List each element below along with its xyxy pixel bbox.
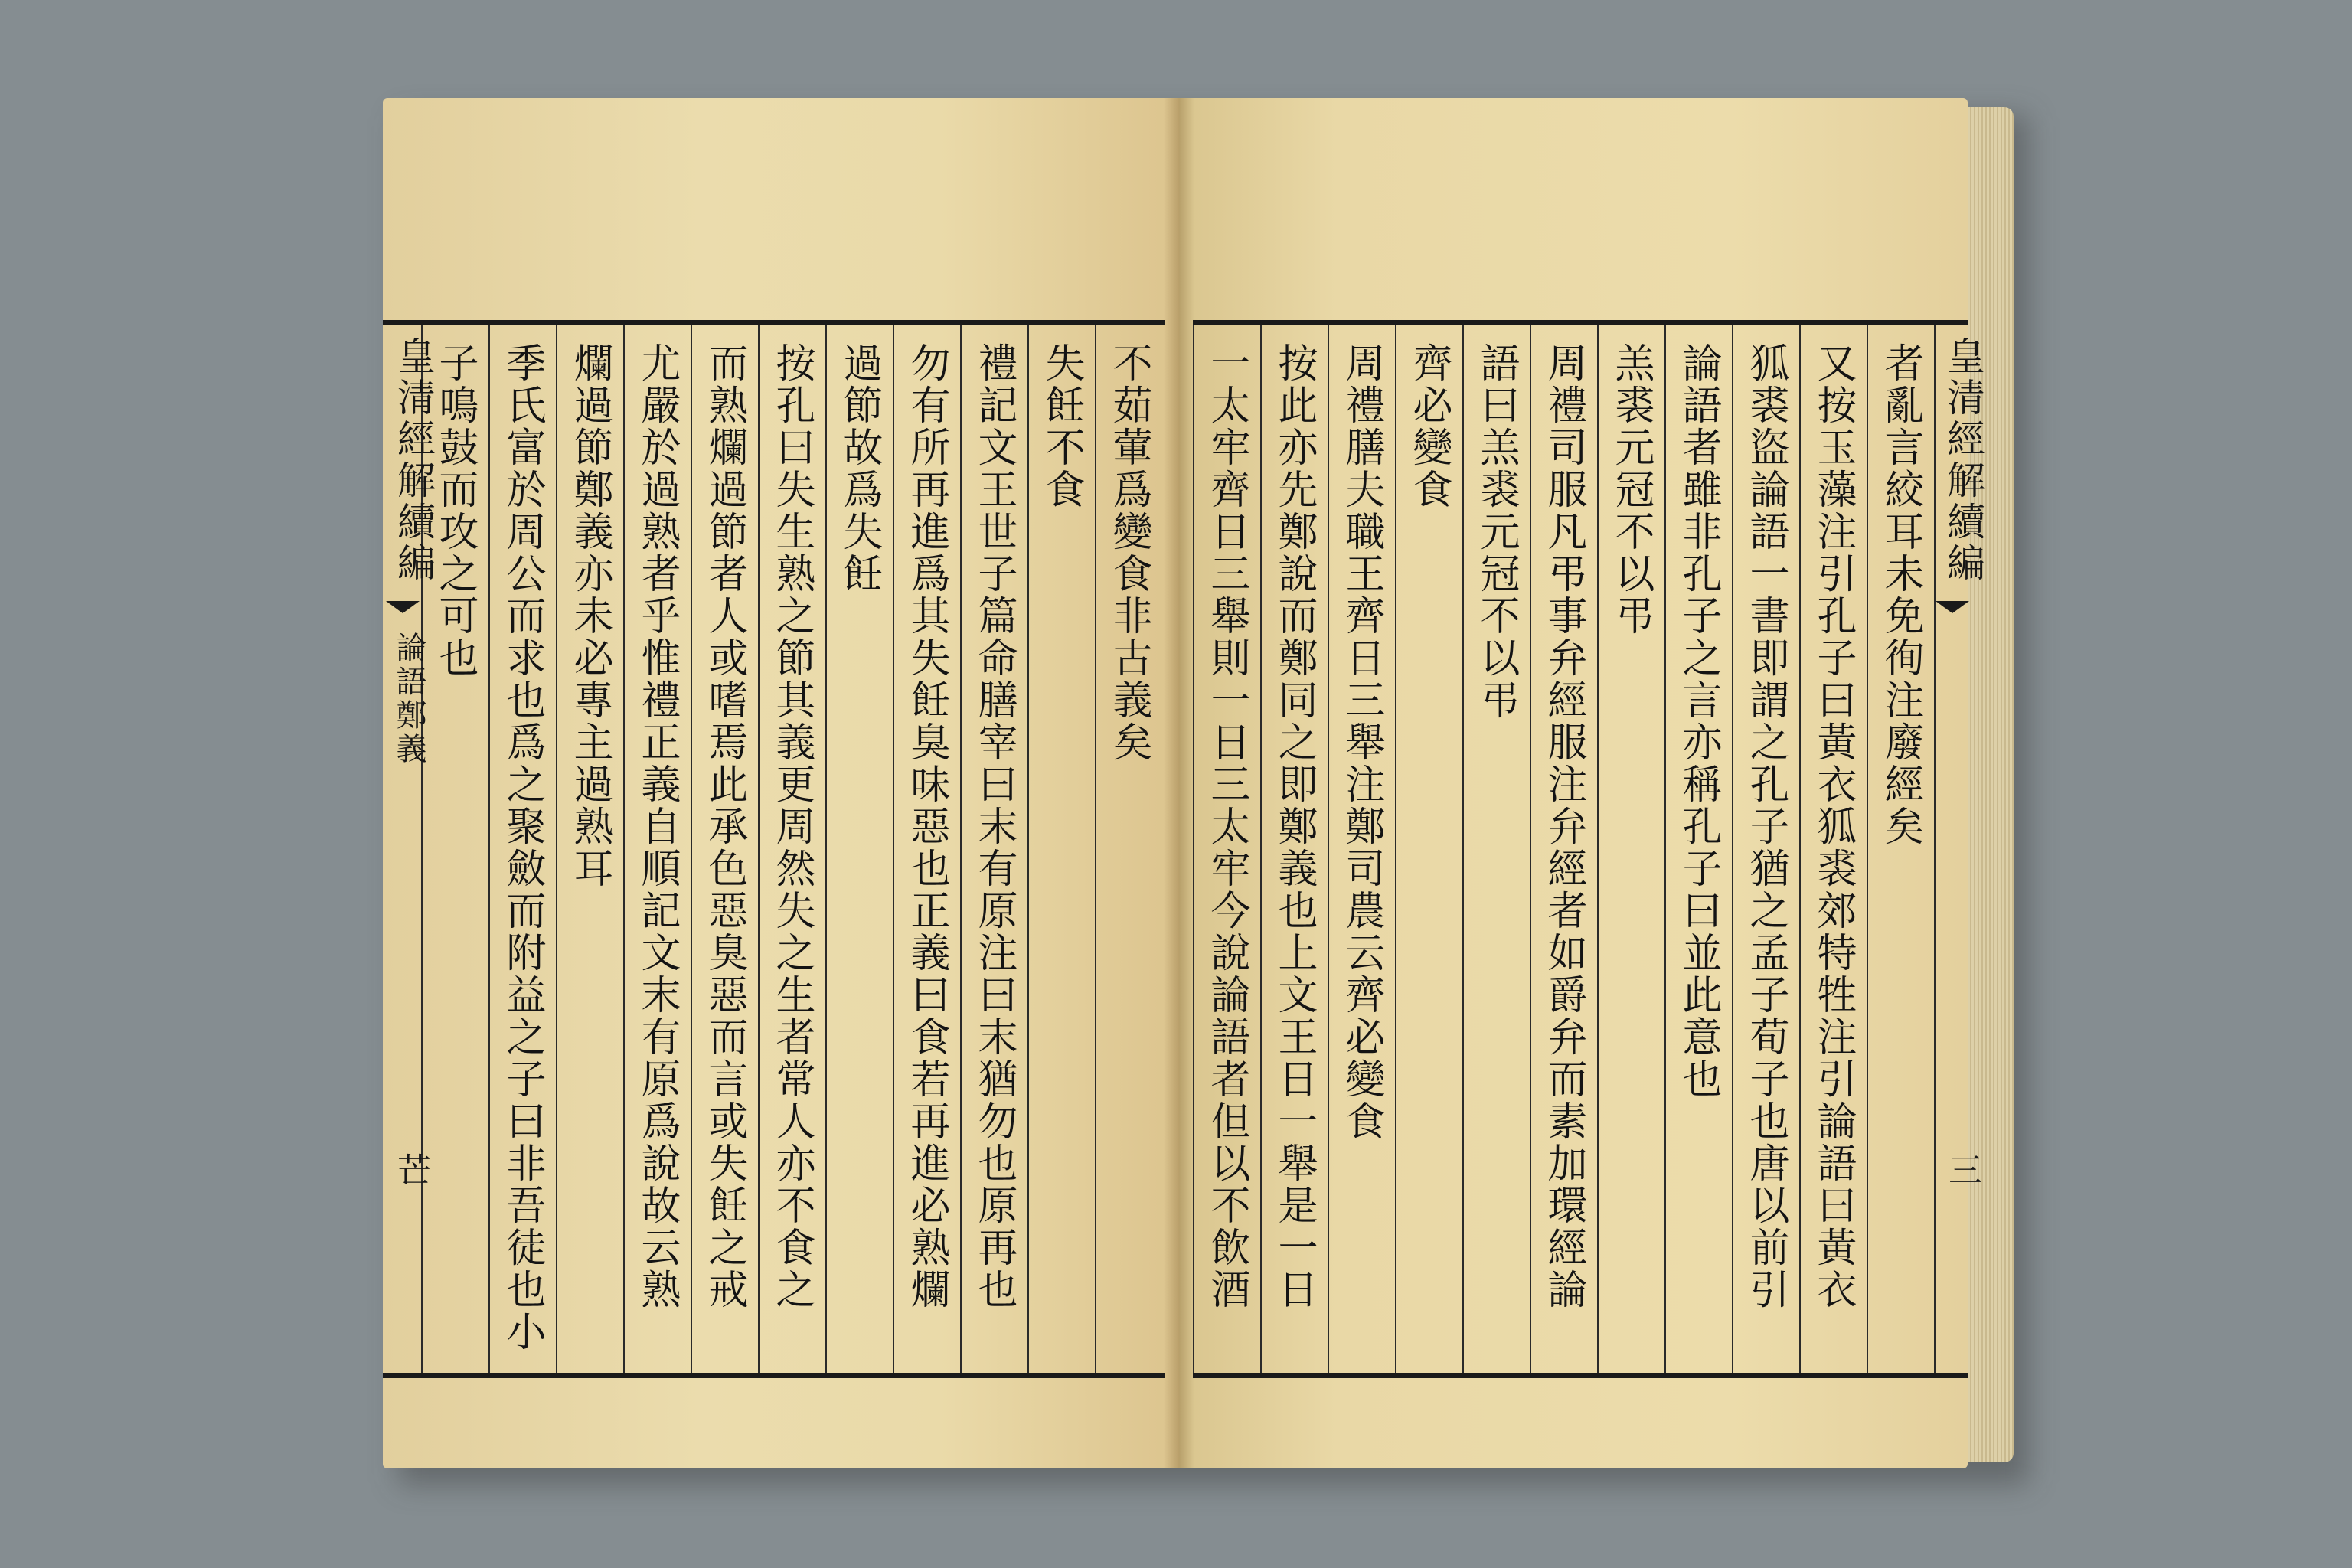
right-column-1 (1867, 325, 1936, 1373)
column-text: 尤嚴於過熟者乎惟禮正義自順記文末有原爲說故云熟 (634, 342, 680, 1311)
right-text-frame (1193, 320, 1985, 1378)
column-text: 不茹葷爲變食非古義矣 (1106, 342, 1152, 763)
page-edges (1968, 107, 2014, 1462)
column-text: 爛過節鄭義亦未必專主過熟耳 (567, 342, 612, 890)
right-margin-title: 皇清經解續編 (1941, 336, 1985, 584)
column-text: 按孔曰失生熟之節其義更周然失之生者常人亦不食之 (769, 342, 815, 1311)
column-text: 失飪不食 (1038, 342, 1084, 511)
right-column-10 (1260, 325, 1329, 1373)
book-gutter (1164, 98, 1194, 1468)
right-column-4 (1664, 325, 1733, 1373)
right-column-11 (1193, 325, 1262, 1373)
left-column-9 (556, 325, 625, 1373)
right-margin-strip (1934, 325, 1985, 1373)
column-text: 齊必變食 (1406, 342, 1452, 511)
left-column-7 (691, 325, 760, 1373)
column-text: 一太牢齊日三舉則一日三太牢今說論語者但以不飲酒 (1204, 342, 1250, 1311)
fish-tail-mark (1936, 601, 1969, 613)
left-column-8 (623, 325, 692, 1373)
right-column-8 (1395, 325, 1464, 1373)
right-column-2 (1799, 325, 1868, 1373)
column-text: 羔裘元冠不以弔 (1608, 342, 1654, 637)
left-text-frame (383, 320, 1165, 1378)
column-text: 按此亦先鄭說而鄭同之即鄭義也上文王日一舉是一日 (1271, 342, 1317, 1311)
right-column-9 (1328, 325, 1396, 1373)
left-column-4 (893, 325, 962, 1373)
column-text: 子鳴鼓而攻之可也 (432, 342, 478, 679)
left-column-6 (758, 325, 827, 1373)
left-page-number: 芒 (391, 1152, 430, 1186)
column-text: 狐裘盜論語一書即謂之孔子猶之孟子荀子也唐以前引 (1743, 342, 1788, 1311)
column-text: 語曰羔裘元冠不以弔 (1473, 342, 1519, 721)
column-text: 周禮膳夫職王齊日三舉注鄭司農云齊必變食 (1338, 342, 1384, 1142)
column-text: 周禮司服凡弔事弁經服注弁經者如爵弁而素加環經論 (1540, 342, 1586, 1311)
column-text: 者亂言絞耳未免徇注廢經矣 (1877, 342, 1923, 848)
column-text: 禮記文王世子篇命膳宰曰末有原注曰末猶勿也原再也 (971, 342, 1017, 1311)
left-column-2 (1027, 325, 1096, 1373)
column-text: 而熟爛過節者人或嗜焉此承色惡臭惡而言或失飪之戒 (701, 342, 747, 1311)
left-margin-title: 皇清經解續編 (391, 336, 436, 584)
left-margin-subtitle: 論語鄭義 (391, 632, 426, 766)
fish-tail-mark (386, 601, 420, 613)
right-column-6 (1530, 325, 1599, 1373)
right-column-7 (1462, 325, 1531, 1373)
column-text: 又按玉藻注引孔子曰黃衣狐裘郊特牲注引論語曰黃衣 (1810, 342, 1856, 1311)
column-text: 論語者雖非孔子之言亦稱孔子曰並此意也 (1675, 342, 1721, 1100)
right-column-5 (1597, 325, 1666, 1373)
left-column-5 (825, 325, 894, 1373)
left-column-3 (960, 325, 1029, 1373)
right-page-number: 三 (1942, 1152, 1981, 1186)
left-margin-strip (383, 325, 436, 1373)
left-column-10 (488, 325, 557, 1373)
left-column-1 (1095, 325, 1165, 1373)
column-text: 勿有所再進爲其失飪臭味惡也正義曰食若再進必熟爛 (903, 342, 949, 1311)
right-column-3 (1732, 325, 1801, 1373)
column-text: 季氏富於周公而求也爲之聚斂而附益之子曰非吾徒也小 (499, 342, 545, 1353)
column-text: 過節故爲失飪 (836, 342, 882, 595)
